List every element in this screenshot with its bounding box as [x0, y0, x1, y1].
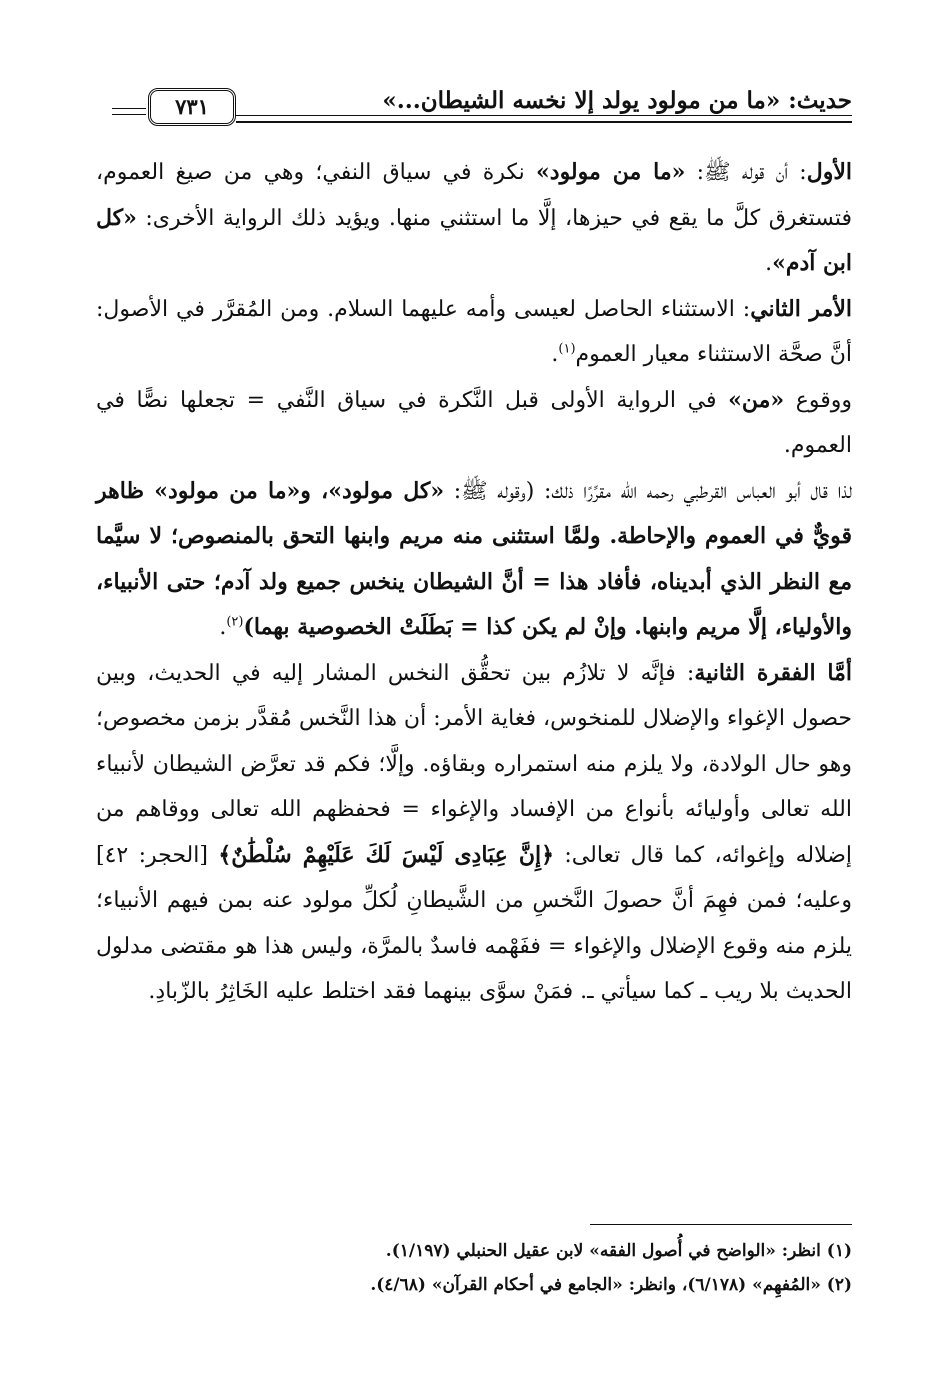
page-header — [112, 86, 852, 136]
paragraph-5 — [96, 651, 852, 1015]
text-run: . — [765, 251, 773, 276]
paragraph-1 — [96, 150, 852, 287]
text-run: . — [551, 342, 559, 367]
main-text — [96, 150, 852, 1015]
text-run: [الحجر: ٤٢] وعليه؛ فمن فهِمَ أنَّ حصولَ النَّخسِ من الشَّيطانِ لُكلِّ مولود عنه بمن فيهم الأنبياء؛ يلزم منه وقوع الإضلال والإغواء = ففَهْمه فاسدٌ بالمرَّة، وليس هذا هو مقتضى مدلول الحديث بلا ريب ـ كما سيأتي ـ. فمَنْ سوَّى بينهما فقد اختلط عليه الخَاثِرُ بالزّبادِ. — [96, 842, 852, 1004]
bold-text: ﴿إِنَّ عِبَادِى لَيْسَ لَكَ عَلَيْهِمْ سُلْطَٰنٌ﴾ — [218, 841, 555, 868]
footnotes — [200, 1234, 852, 1302]
footnote-2: (٢) «المُفهِم» (٦/١٧٨)، وانظر: «الجامع في أحكام القرآن» (٤/٦٨). — [370, 1275, 852, 1295]
footnote-marker: (١) — [558, 341, 576, 357]
text-run: : الاستثناء الحاصل لعيسى وأمه عليهما السلام. ومن المُقرَّر في الأصول: أنَّ صحَّة الاستثناء معيار العموم — [96, 296, 852, 367]
footnote-marker: (٢) — [226, 614, 244, 630]
text-run: : فإنَّه لا تلازُم بين تحقُّق النخس المشار إليه في الحديث، وبين حصول الإغواء والإضلال للمنخوس، فغاية الأمر: أن هذا النَّخس مُقدَّر بزمن مخصوص؛ وهو حال الولادة، ولا يلزم منه استمراره وبقاؤه. وإلَّا؛ فكم قد تعرَّض الشيطان لأنبياء الله تعالى وأوليائه بأنواع من الإفساد والإغواء = فحفظهم الله تعالى ووقاهم من إضلاله وإغوائه، كما قال تعالى: — [96, 660, 852, 868]
running-header-title: حديث: «ما من مولود يولد إلا نخسه الشيطان...» — [382, 87, 852, 114]
paragraph-2 — [96, 287, 852, 378]
bold-text: أمَّا الفقرة الثانية — [694, 659, 852, 686]
header-rule-left — [112, 108, 146, 115]
page-number: ٧٣١ — [148, 88, 236, 126]
header-rule — [236, 115, 852, 123]
bold-text: «من» — [728, 386, 785, 413]
text-run: لذا قال أبو العباس القرطبي رحمه الله مقرِّرًا ذلك: (وقوله ﷺ: — [444, 478, 852, 504]
text-run: ووقوع — [784, 387, 852, 413]
footnote-separator — [590, 1224, 852, 1225]
paragraph-4 — [96, 469, 852, 651]
bold-text: «كل مولود»، و«ما من مولود» ظاهر قويٌّ في العموم والإحاطة. ولمَّا استثنى منه مريم وابنها التحق بالمنصوص؛ لا سيَّما مع النظر الذي أبديناه، فأفاد هذا = أنَّ الشيطان ينخس جميع ولد آدم؛ حتى الأنبياء، والأولياء، إلَّا مريم وابنها. وإنْ لم يكن كذا = بَطَلَتْ الخصوصية بهما) — [96, 477, 852, 640]
footnote-1: (١) انظر: «الواضح في أُصول الفقه» لابن عقيل الحنبلي (١/١٩٧). — [385, 1241, 852, 1261]
text-run: : أن قوله ﷺ: — [685, 160, 807, 185]
text-run: نكرة في سياق النفي؛ وهي من صيغ العموم، فتستغرق كلَّ ما يقع في حيزها، إلَّا ما استثني منها. ويؤيد ذلك الرواية الأخرى: — [96, 160, 852, 231]
bold-text: «كل ابن آدم» — [96, 204, 852, 276]
bold-text: الأمر الثاني — [750, 295, 852, 322]
bold-text: «ما من مولود» — [536, 159, 686, 185]
text-run: . — [219, 615, 227, 640]
paragraph-3 — [96, 378, 852, 469]
text-run: في الرواية الأولى قبل النَّكرة في سياق النَّفي = تجعلها نصًّا في العموم. — [96, 387, 852, 458]
bold-text: الأول — [806, 159, 852, 185]
